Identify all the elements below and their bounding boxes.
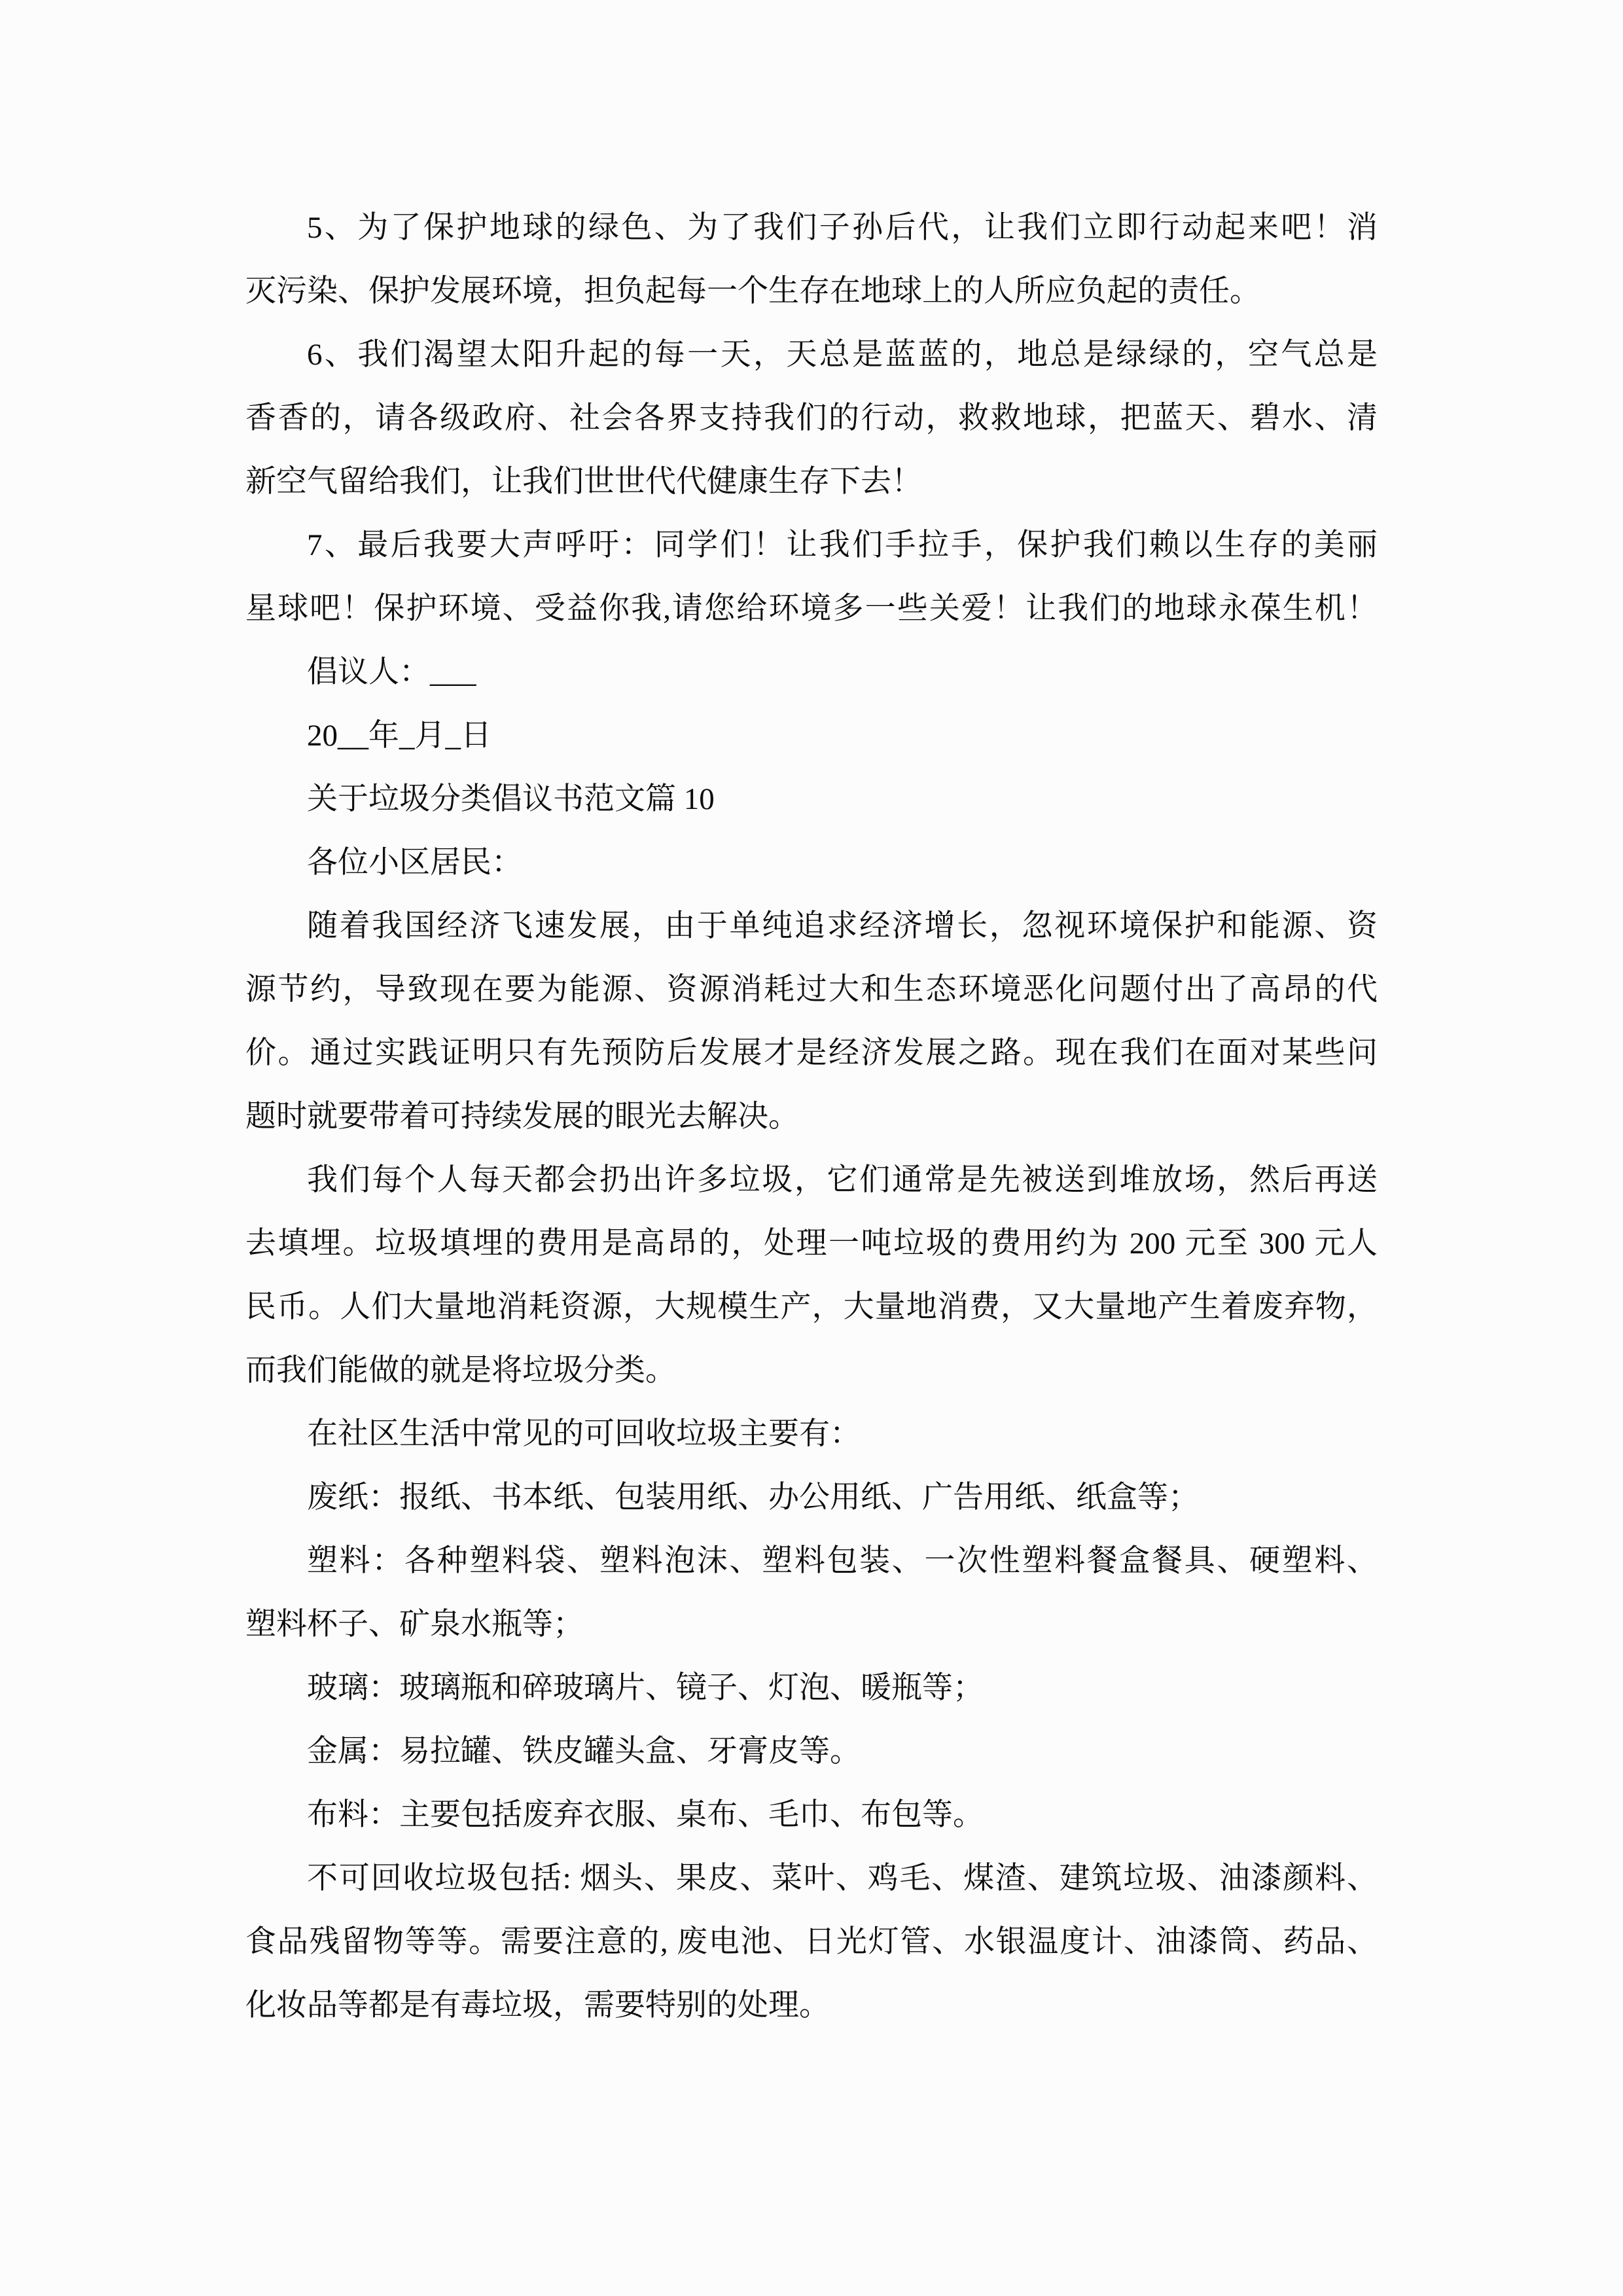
- text-line: 金属：易拉罐、铁皮罐头盒、牙膏皮等。: [307, 1734, 861, 1768]
- text-line: 价。通过实践证明只有先预防后发展才是经济发展之路。现在我们在面对某些问: [245, 1036, 1378, 1070]
- text-line: 关于垃圾分类倡议书范文篇 10: [307, 782, 715, 816]
- text-line: 食品残留物等等。需要注意的, 废电池、日光灯管、水银温度计、油漆筒、药品、: [245, 1925, 1378, 1959]
- text-line: 7、最后我要大声呼吁：同学们！让我们手拉手，保护我们赖以生存的美丽: [307, 528, 1378, 562]
- text-line: 各位小区居民：: [307, 846, 522, 880]
- text-line: 布料：主要包括废弃衣服、桌布、毛巾、布包等。: [307, 1798, 984, 1832]
- document-body: [245, 196, 1378, 2037]
- text-line: 去填埋。垃圾填埋的费用是高昂的，处理一吨垃圾的费用约为 200 元至 300 元人: [245, 1227, 1378, 1261]
- text-line: 源节约，导致现在要为能源、资源消耗过大和生态环境恶化问题付出了高昂的代: [245, 973, 1378, 1007]
- text-line: 民币。人们大量地消耗资源，大规模生产，大量地消费，又大量地产生着废弃物，: [245, 1290, 1378, 1324]
- text-line: 20__年_月_日: [307, 719, 491, 753]
- text-line: 5、为了保护地球的绿色、为了我们子孙后代，让我们立即行动起来吧！消: [307, 211, 1378, 245]
- text-line: 题时就要带着可持续发展的眼光去解决。: [245, 1100, 799, 1134]
- text-line: 塑料：各种塑料袋、塑料泡沫、塑料包装、一次性塑料餐盒餐具、硬塑料、: [307, 1544, 1378, 1578]
- text-line: 废纸：报纸、书本纸、包装用纸、办公用纸、广告用纸、纸盒等；: [307, 1480, 1199, 1515]
- text-line: 玻璃：玻璃瓶和碎玻璃片、镜子、灯泡、暖瓶等；: [307, 1671, 984, 1705]
- text-line: 不可回收垃圾包括: 烟头、果皮、菜叶、鸡毛、煤渣、建筑垃圾、油漆颜料、: [307, 1861, 1378, 1895]
- text-line: 而我们能做的就是将垃圾分类。: [245, 1354, 676, 1388]
- text-line: 在社区生活中常见的可回收垃圾主要有：: [307, 1417, 861, 1451]
- text-line: 新空气留给我们，让我们世世代代健康生存下去！: [245, 465, 922, 499]
- text-line: 灭污染、保护发展环境，担负起每一个生存在地球上的人所应负起的责任。: [245, 274, 1260, 308]
- text-line: 香香的，请各级政府、社会各界支持我们的行动，救救地球，把蓝天、碧水、清: [245, 401, 1378, 435]
- text-line: 随着我国经济飞速发展，由于单纯追求经济增长，忽视环境保护和能源、资: [307, 909, 1378, 943]
- text-line: 星球吧！保护环境、受益你我,请您给环境多一些关爱！让我们的地球永葆生机！: [245, 592, 1378, 626]
- text-line: 6、我们渴望太阳升起的每一天，天总是蓝蓝的，地总是绿绿的，空气总是: [307, 338, 1378, 372]
- text-line: 化妆品等都是有毒垃圾，需要特别的处理。: [245, 1988, 830, 2022]
- text-line: 塑料杯子、矿泉水瓶等；: [245, 1607, 584, 1641]
- text-line: 倡议人：___: [307, 655, 476, 689]
- text-line: 我们每个人每天都会扔出许多垃圾，它们通常是先被送到堆放场，然后再送: [307, 1163, 1378, 1197]
